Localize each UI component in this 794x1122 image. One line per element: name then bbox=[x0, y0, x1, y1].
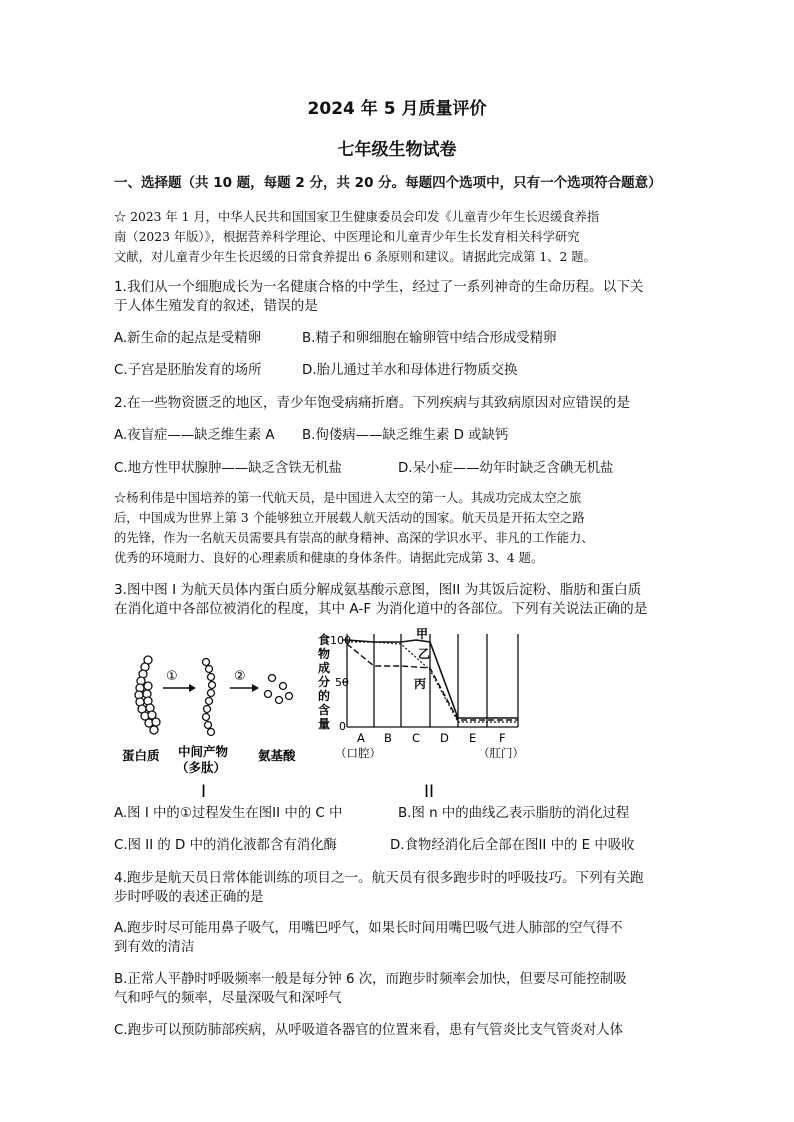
y-tick-0: 0 bbox=[339, 720, 346, 733]
q1-option-c: C.子宫是胚胎发育的场所 bbox=[114, 363, 262, 378]
x-tick: B bbox=[384, 731, 392, 745]
q2-option-d: D.呆小症——幼年时缺乏含碘无机盐 bbox=[398, 461, 614, 476]
x-ticks bbox=[357, 731, 506, 745]
y-axis-label-char: 物 bbox=[318, 647, 331, 661]
y-axis-label-char: 分 bbox=[318, 675, 331, 689]
q4-stem: 4.跑步是航天员日常体能训练的项目之一。航天员有很多跑步时的呼吸技巧。下列有关跑 bbox=[114, 870, 644, 886]
polypeptide-chain-icon bbox=[203, 659, 216, 736]
x-tick: C bbox=[412, 731, 421, 745]
intro1-line: 文献，对儿童青少年生长迟缓的日常食养提出 6 条原则和建议。请据此完成第 1、2 题。 bbox=[114, 250, 596, 264]
curve-label-jia: 甲 bbox=[416, 627, 429, 641]
q1-option-a: A.新生命的起点是受精卵 bbox=[114, 331, 262, 346]
intro2-line: 优秀的环境耐力、良好的心理素质和健康的身体条件。请据此完成第 3、4 题。 bbox=[114, 551, 544, 565]
intro2-line: 后，中国成为世界上第 3 个能够独立开展载人航天活动的国家。航天员是开拓太空之路 bbox=[114, 511, 585, 525]
x-tick: E bbox=[469, 731, 477, 745]
q1-option-b: B.精子和卵细胞在输卵管中结合形成受精卵 bbox=[302, 331, 557, 346]
y-tick-50: 50 bbox=[335, 676, 349, 689]
figure-1-roman: I bbox=[201, 782, 207, 802]
intro1-line: ☆ 2023 年 1 月，中华人民共和国国家卫生健康委员会印发《儿童青少年生长迟缓食养指 bbox=[114, 210, 600, 224]
figure-2-roman: II bbox=[424, 782, 435, 802]
arrow-1-label: ① bbox=[166, 669, 178, 684]
figure-1 bbox=[122, 656, 296, 802]
protein-chain-icon bbox=[135, 656, 160, 734]
q3-option-c: C.图 II 的 D 中的消化液都含有消化酶 bbox=[114, 838, 337, 853]
x-tick: A bbox=[357, 731, 365, 745]
section-heading: 一、选择题（共 10 题，每题 2 分，共 20 分。每题四个选项中，只有一个选项符合题意） bbox=[114, 175, 662, 191]
curve-jia bbox=[347, 640, 518, 718]
exam-title: 2024 年 5 月质量评价 bbox=[307, 99, 487, 119]
y-axis-label-char: 食 bbox=[318, 633, 331, 647]
x-tick: D bbox=[440, 731, 449, 745]
y-axis-label bbox=[318, 632, 330, 731]
label-protein: 蛋白质 bbox=[122, 748, 160, 763]
intro1-line: 南（2023 年版）》，根据营养科学理论、中医理论和儿童青少年生长发育相关科学研究 bbox=[114, 230, 580, 244]
q4-option-a: 到有效的清洁 bbox=[114, 940, 195, 955]
q4-option-c: C.跑步可以预防肺部疾病，从呼吸道各器官的位置来看，患有气管炎比支气管炎对人体 bbox=[114, 1023, 624, 1038]
q2-option-c: C.地方性甲状腺肿——缺乏含铁无机盐 bbox=[114, 461, 342, 476]
q3-stem: 在消化道中各部位被消化的程度，其中 A-F 为消化道中的各部位。下列有关说法正确的是 bbox=[114, 601, 648, 617]
amino-acids-icon bbox=[265, 675, 293, 704]
label-intermediate: 中间产物 bbox=[178, 744, 229, 759]
q4-option-a: A.跑步时尽可能用鼻子吸气，用嘴巴呼气，如果长时间用嘴巴吸气进人肺部的空气得不 bbox=[114, 921, 623, 936]
q1-option-d: D.胎儿通过羊水和母体进行物质交换 bbox=[302, 363, 518, 378]
q4-option-b: B.正常人平静时呼吸频率一般是每分钟 6 次，而跑步时频率会加快，但要尽可能控制吸 bbox=[114, 972, 627, 987]
x-sub-anus: （肛门） bbox=[478, 746, 524, 760]
arrow-1-icon bbox=[163, 684, 196, 692]
q3-option-a: A.图 I 中的①过程发生在图II 中的 C 中 bbox=[114, 806, 343, 821]
x-sub-mouth: （口腔） bbox=[335, 746, 381, 760]
curve-bing bbox=[347, 642, 518, 722]
label-amino-acid: 氨基酸 bbox=[258, 748, 296, 763]
curve-yi bbox=[347, 644, 518, 720]
exam-subtitle: 七年级生物试卷 bbox=[337, 140, 457, 160]
x-tick: F bbox=[499, 731, 506, 745]
q2-option-a: A.夜盲症——缺乏维生素 A bbox=[114, 428, 275, 443]
intro2-line: 的先锋，作为一名航天员需要具有崇高的献身精神、高深的学识水平、非凡的工作能力、 bbox=[114, 531, 594, 545]
q1-stem: 1.我们从一个细胞成长为一名健康合格的中学生，经过了一系列神奇的生命历程。以下关 bbox=[114, 279, 644, 295]
y-axis-label-char: 的 bbox=[318, 689, 331, 703]
q3-option-b: B.图 n 中的曲线乙表示脂肪的消化过程 bbox=[398, 806, 630, 821]
q4-option-b: 气和呼气的频率，尽量深吸气和深呼气 bbox=[114, 991, 342, 1006]
y-axis-label-char: 量 bbox=[318, 717, 331, 731]
q1-stem: 于人体生殖发育的叙述，错误的是 bbox=[114, 298, 318, 314]
arrow-2-icon bbox=[230, 684, 259, 692]
q2-stem: 2.在一些物资匮乏的地区，青少年饱受病痛折磨。下列疾病与其致病原因对应错误的是 bbox=[114, 395, 630, 411]
q4-stem: 步时呼吸的表述正确的是 bbox=[114, 889, 264, 905]
curve-label-bing: 丙 bbox=[414, 677, 427, 691]
figure-2-chart bbox=[318, 627, 524, 802]
q3-figures bbox=[0, 620, 794, 820]
q3-stem: 3.图中图 I 为航天员体内蛋白质分解成氨基酸示意图，图II 为其饭后淀粉、脂肪和蛋白质 bbox=[114, 582, 642, 598]
y-axis-label-char: 成 bbox=[318, 661, 331, 675]
arrow-2-label: ② bbox=[234, 669, 246, 684]
q3-option-d: D.食物经消化后全部在图II 中的 E 中吸收 bbox=[390, 838, 635, 853]
label-polypeptide: （多肽） bbox=[176, 760, 227, 775]
y-tick-100: 100 bbox=[330, 634, 351, 647]
q2-option-b: B.佝偻病——缺乏维生素 D 或缺钙 bbox=[302, 428, 509, 443]
curve-label-yi: 乙 bbox=[418, 647, 431, 661]
intro2-line: ☆杨利伟是中国培养的第一代航天员，是中国进入太空的第一人。其成功完成太空之旅 bbox=[114, 491, 582, 505]
y-axis-label-char: 含 bbox=[318, 703, 331, 717]
